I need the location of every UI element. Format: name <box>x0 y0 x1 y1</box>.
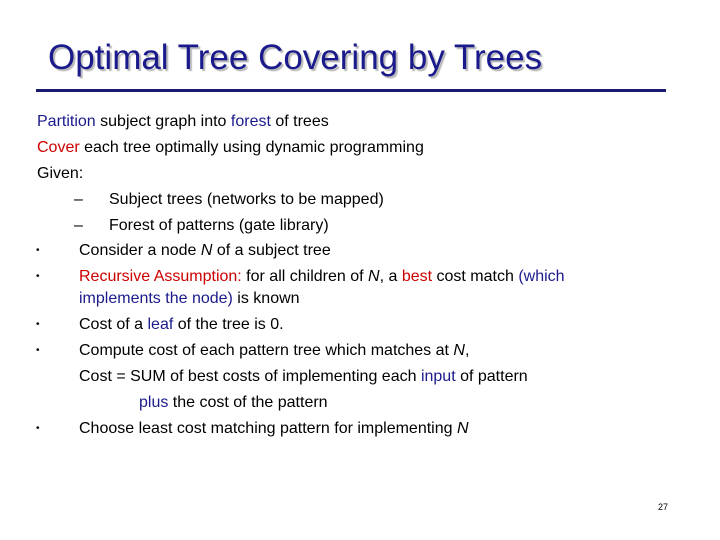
bullet-marker: • <box>36 271 40 282</box>
line-forest-patterns <box>109 216 329 236</box>
leaf-term: leaf <box>147 316 174 333</box>
text: of a subject tree <box>212 242 331 259</box>
text: , <box>464 342 470 359</box>
slide-title: Optimal Tree Covering by Trees <box>48 38 543 77</box>
line-given <box>37 164 83 184</box>
plus-term: plus <box>139 394 169 411</box>
line-consider-node <box>79 241 331 261</box>
var-n: N <box>200 242 213 259</box>
dash-marker: – <box>74 191 83 208</box>
var-n: N <box>368 268 380 285</box>
bullet-marker: • <box>36 319 40 330</box>
text: Consider a node <box>79 242 201 259</box>
line-partition <box>37 112 329 132</box>
line-leaf-cost <box>79 315 284 335</box>
which-term: (which <box>518 268 565 285</box>
cover-term: Cover <box>37 139 80 156</box>
line-cover <box>37 138 424 158</box>
bullet-marker: • <box>36 345 40 356</box>
line-recursive-assumption <box>79 267 565 287</box>
text: each tree optimally using dynamic programming <box>79 139 424 156</box>
text: of trees <box>270 113 329 130</box>
text: cost match <box>432 268 519 285</box>
text: for all children of <box>241 268 369 285</box>
text: the cost of the pattern <box>168 394 328 411</box>
text: Forest of patterns (gate library) <box>109 217 329 234</box>
partition-term: Partition <box>37 113 96 130</box>
dash-marker: – <box>74 217 83 234</box>
recursive-term: Recursive Assumption: <box>79 268 242 285</box>
var-n: N <box>453 342 465 359</box>
bullet-marker: • <box>36 245 40 256</box>
bullet-marker: • <box>36 423 40 434</box>
best-term: best <box>401 268 433 285</box>
line-subject-trees <box>109 190 384 210</box>
line-compute-cost <box>79 341 469 361</box>
line-plus-cost <box>139 393 328 413</box>
text: , a <box>379 268 402 285</box>
var-n: N <box>456 420 469 437</box>
page-number: 27 <box>658 502 669 512</box>
text: Choose least cost matching pattern for implementing <box>79 420 457 437</box>
text: of the tree is 0. <box>173 316 284 333</box>
line-recursive-cont <box>79 289 300 309</box>
text: of pattern <box>455 368 528 385</box>
line-cost-sum <box>79 367 528 387</box>
text: Compute cost of each pattern tree which matches at <box>79 342 454 359</box>
text: is known <box>232 290 300 307</box>
text: Subject trees (networks to be mapped) <box>109 191 384 208</box>
text: Cost of a <box>79 316 148 333</box>
implements-term: implements the node) <box>79 290 233 307</box>
line-choose-pattern <box>79 419 469 439</box>
text: Given: <box>37 165 84 182</box>
text: Cost = SUM of best costs of implementing each <box>79 368 421 385</box>
input-term: input <box>420 368 456 385</box>
title-underline <box>36 89 666 92</box>
text: subject graph into <box>95 113 231 130</box>
forest-term: forest <box>230 113 271 130</box>
